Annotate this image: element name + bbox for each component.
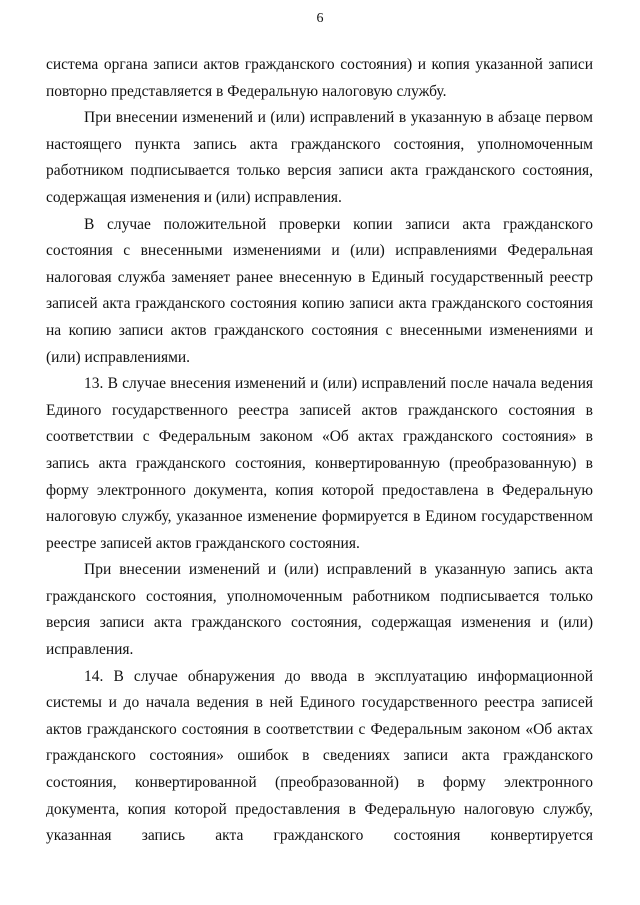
page-number: 6: [316, 11, 324, 26]
paragraph-item-14: 14. В случае обнаружения до ввода в эксплуатацию информационной системы и до начала ведения в ней Единого государственного реестра записей актов гражданского состояния в соответствии с Федеральным законом «Об актах гражданского состояния» ошибок в сведениях записи акта гражданского состояния, конвертированной (преобразованной) в форму электронного документа, копия которой предоставления в Федеральную налоговую службу, указанная запись акта гражданского состояния конвертируется: [46, 667, 593, 845]
paragraph-continuation: система органа записи актов гражданского состояния) и копия указанной записи повторно представляется в Федеральную налоговую службу.: [46, 56, 593, 100]
paragraph-tax-service-replacement: В случае положительной проверки копии записи акта гражданского состояния с внесенными изменениями и (или) исправлениями Федеральная налоговая служба заменяет ранее внесенную в Единый государственный реестр записей акта гражданского состояния копию записи акта гражданского состояния на копию записи актов гражданского состояния с внесенными изменениями и (или) исправлениями.: [46, 215, 593, 366]
paragraph-amendment-signing: При внесении изменений и (или) исправлений в указанную в абзаце первом настоящего пункта запись акта гражданского состояния, уполномоченным работником подписывается только версия записи акта гражданского состояния, содержащая изменения и (или) исправления.: [46, 109, 593, 206]
paragraph-item-13: 13. В случае внесения изменений и (или) исправлений после начала ведения Единого государственного реестра записей актов гражданского состояния в соответствии с Федеральным законом «Об актах гражданского состояния» в запись акта гражданского состояния, конвертированную (преобразованную) в форму электронного документа, копия которой предоставлена в Федеральную налоговую службу, указанное изменение формируется в Едином государственном реестре записей актов гражданского состояния.: [46, 375, 593, 552]
document-body: [46, 52, 593, 850]
paragraph-item-13-signing: При внесении изменений и (или) исправлений в указанную запись акта гражданского состояния, уполномоченным работником подписывается только версия записи акта гражданского состояния, содержащая изменения и (или) исправления.: [46, 561, 593, 659]
